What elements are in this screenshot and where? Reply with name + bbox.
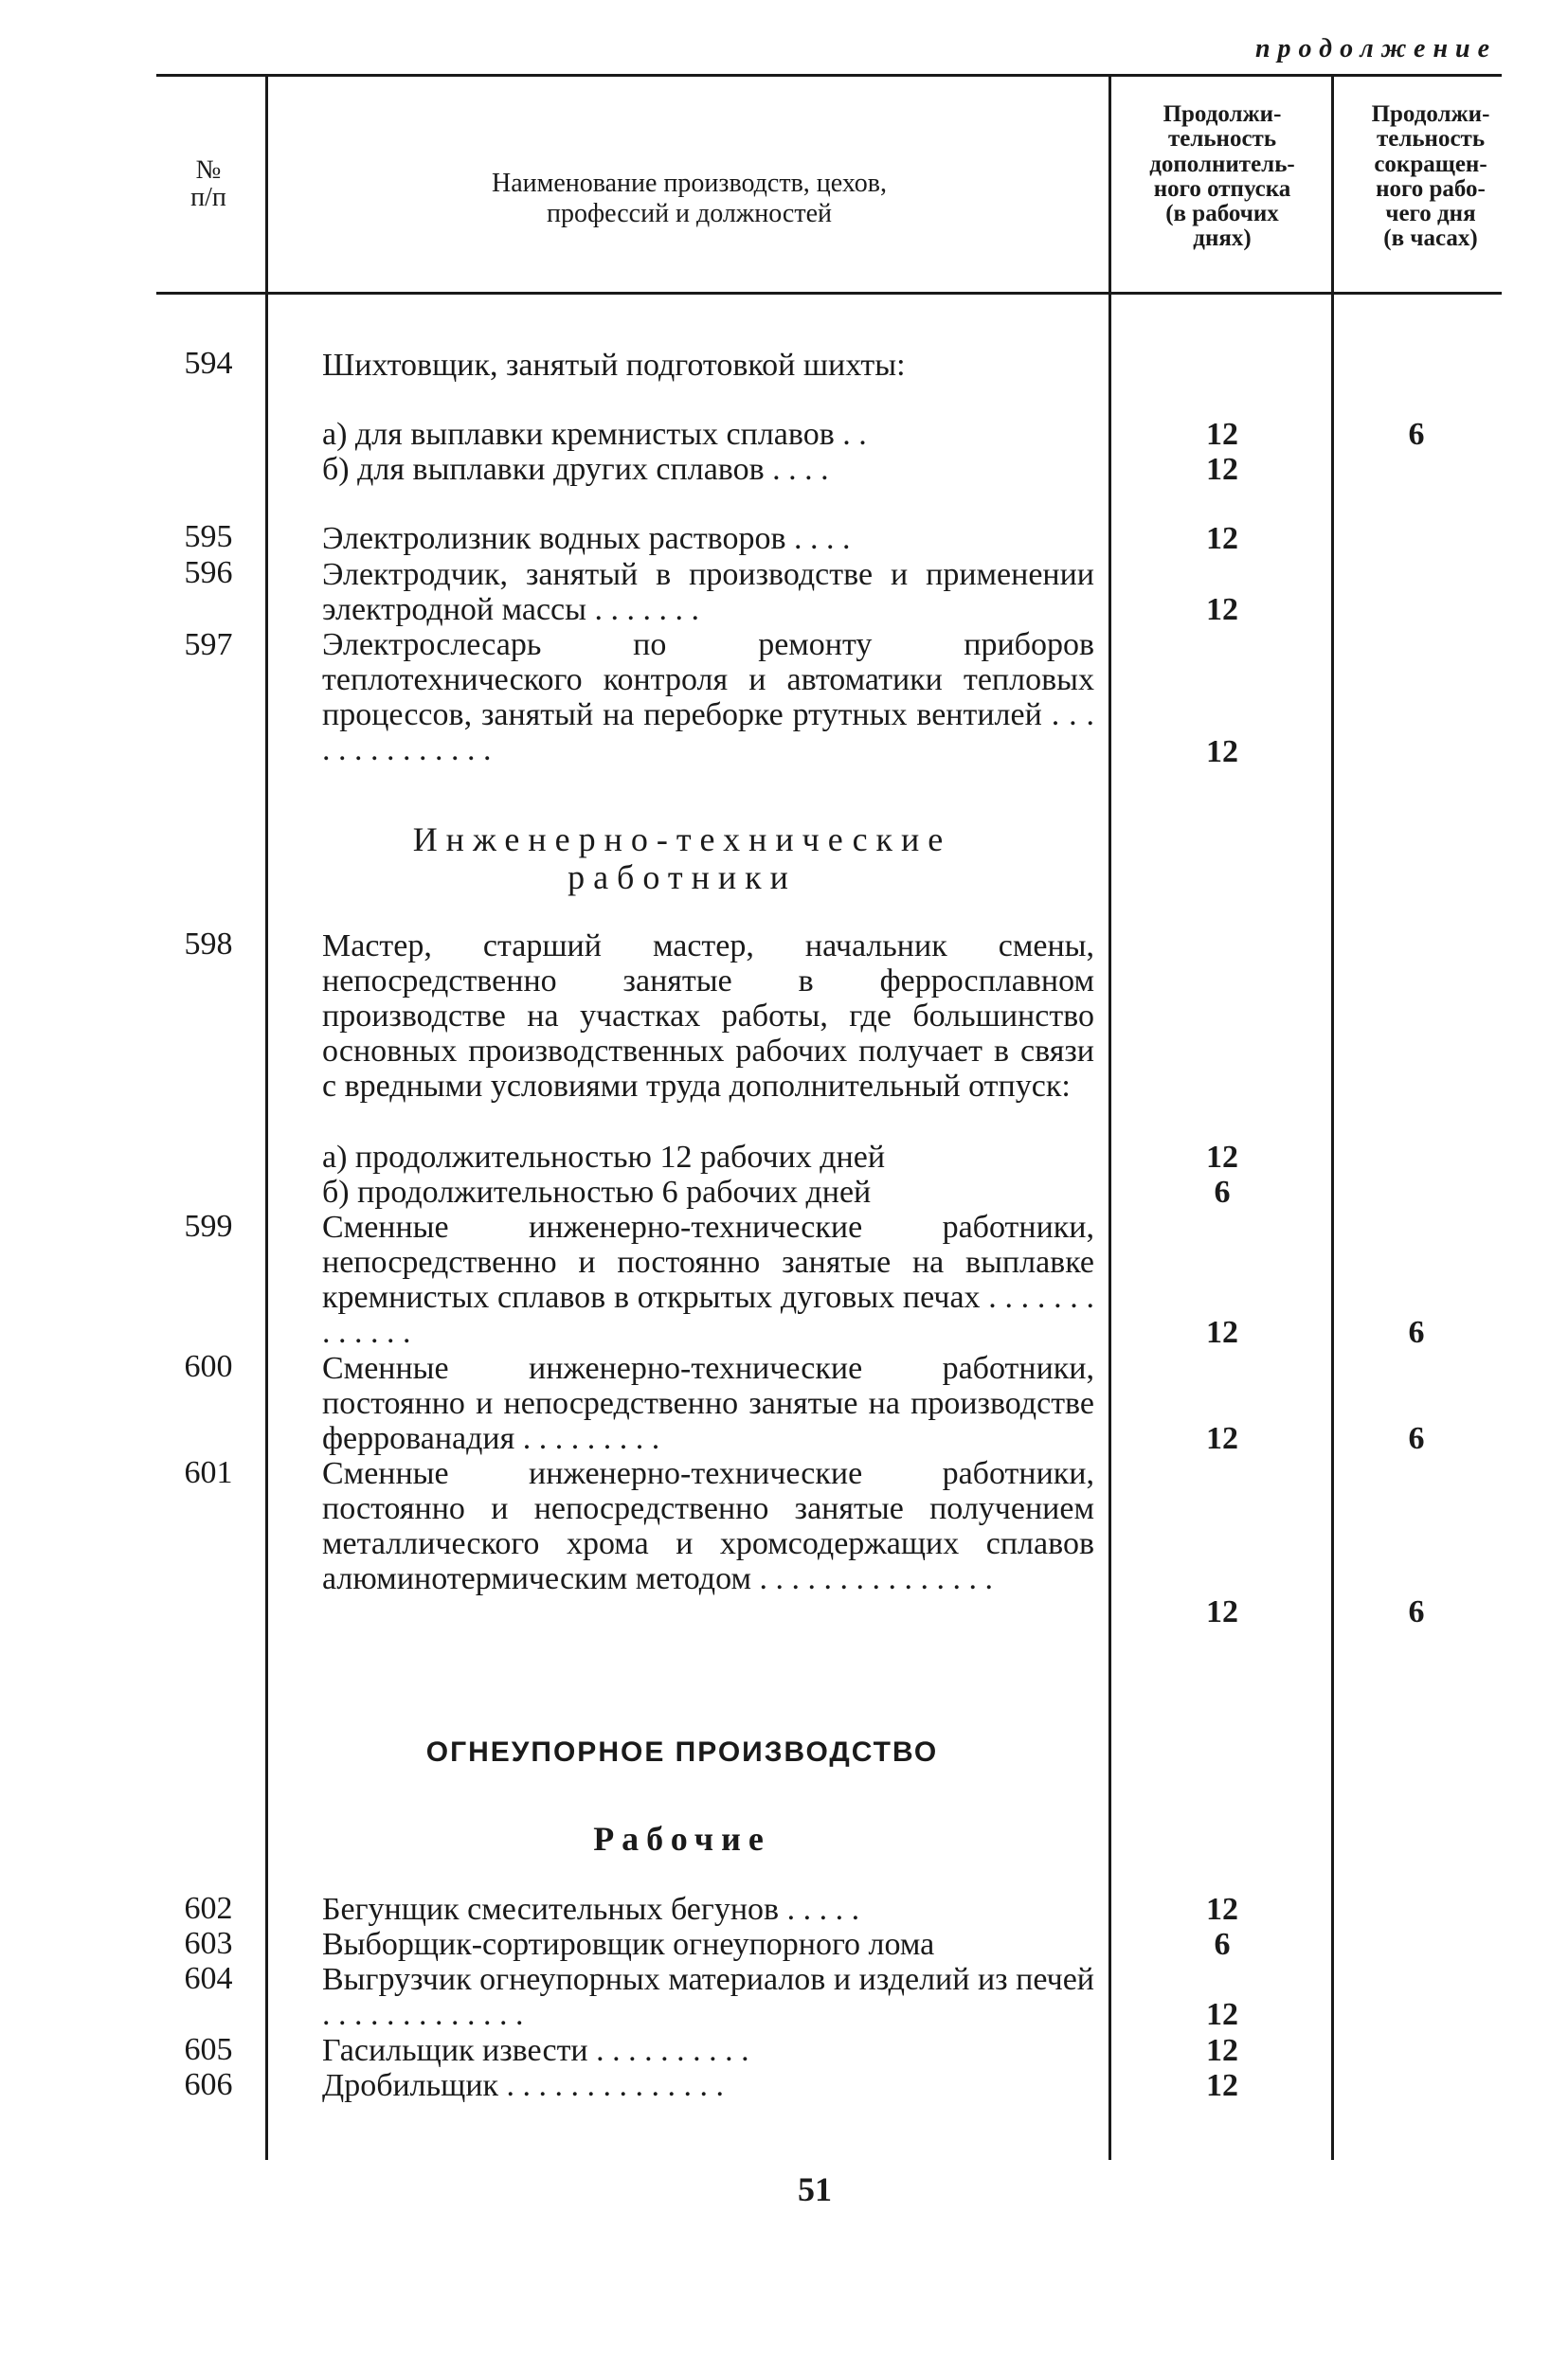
row-number: 603 <box>184 1926 233 1961</box>
row-text: Гасильщик извести . . . . . . . . . . <box>322 2033 749 2068</box>
row-days: 12 <box>1206 1892 1238 1927</box>
row-days: 12 <box>1206 1997 1238 2032</box>
header-name: Наименование производств, цехов, профессий и должностей <box>491 169 888 229</box>
section-heading-workers: Рабочие <box>593 1820 771 1858</box>
row-number: 596 <box>184 555 233 590</box>
section-heading-refractory: ОГНЕУПОРНОЕ ПРОИЗВОДСТВО <box>425 1736 939 1768</box>
column-divider-2 <box>1108 76 1111 2160</box>
row-hours: 6 <box>1408 1421 1425 1456</box>
row-days: 12 <box>1206 1594 1238 1629</box>
row-text: Выгрузчик огнеупорных материалов и изделий из печей . . . . . . . . . . . . . <box>322 1962 1094 2032</box>
row-number: 600 <box>184 1349 233 1384</box>
row-text: б) для выплавки других сплавов . . . . <box>322 452 829 487</box>
row-text: б) продолжительностью 6 рабочих дней <box>322 1175 872 1210</box>
column-divider-3 <box>1331 76 1334 2160</box>
section-heading-itr: Инженерно-технические работники <box>412 820 952 896</box>
row-number: 605 <box>184 2032 233 2067</box>
row-number: 601 <box>184 1455 233 1490</box>
row-days: 12 <box>1206 2033 1238 2068</box>
row-text: Сменные инженерно-технические работники, непосредственно и постоянно занятые на выплавке кремнистых сплавов в открытых дуговых печах . . . . . . . . . . . . . <box>322 1210 1094 1350</box>
page-number: 51 <box>798 2170 832 2208</box>
row-text: Сменные инженерно-технические работники, постоянно и непосредственно занятые получением металлического хрома и хромсодержащих сплавов алюминотермическим методом . . . . . . . . . . . . . . . <box>322 1456 1094 1596</box>
row-text: Дробильщик . . . . . . . . . . . . . . <box>322 2068 725 2103</box>
table-top-rule <box>156 74 1502 77</box>
column-divider-1 <box>265 76 268 2160</box>
continued-label: продолжение <box>1254 34 1497 63</box>
row-days: 6 <box>1214 1927 1231 1962</box>
row-hours: 6 <box>1408 1594 1425 1629</box>
row-hours: 6 <box>1408 417 1425 452</box>
row-days: 12 <box>1206 1315 1238 1350</box>
row-text: Электролизник водных растворов . . . . <box>322 521 851 556</box>
row-text: Электродчик, занятый в производстве и применении электродной массы . . . . . . . <box>322 557 1094 627</box>
row-days: 12 <box>1206 1421 1238 1456</box>
row-days: 12 <box>1206 417 1238 452</box>
row-days: 12 <box>1206 1140 1238 1175</box>
header-number: № п/п <box>190 155 226 213</box>
header-reduced-hours: Продолжи- тельность сокращен- ного рабо- чего дня (в часах) <box>1371 101 1490 252</box>
row-text: Мастер, старший мастер, начальник смены, непосредственно занятые в ферросплавном производстве на участках работы, где большинство основных производственных рабочих получает в связи с вредными условиями труда дополнительный отпуск: <box>322 928 1094 1104</box>
row-days: 12 <box>1206 734 1238 769</box>
row-text: Шихтовщик, занятый подготовкой шихты: <box>322 348 906 383</box>
row-number: 597 <box>184 627 233 662</box>
row-number: 606 <box>184 2067 233 2102</box>
row-text: а) для выплавки кремнистых сплавов . . <box>322 417 867 452</box>
row-number: 604 <box>184 1961 233 1996</box>
row-number: 599 <box>184 1209 233 1244</box>
row-number: 602 <box>184 1891 233 1926</box>
row-days: 12 <box>1206 2068 1238 2103</box>
row-days: 12 <box>1206 592 1238 627</box>
row-number: 595 <box>184 519 233 554</box>
row-days: 12 <box>1206 521 1238 556</box>
row-days: 12 <box>1206 452 1238 487</box>
header-extra-leave-days: Продолжи- тельность дополнитель- ного отпуска (в рабочих днях) <box>1149 101 1295 252</box>
row-text: Выборщик-сортировщик огнеупорного лома <box>322 1927 935 1962</box>
row-days: 6 <box>1214 1175 1231 1210</box>
row-text: а) продолжительностью 12 рабочих дней <box>322 1140 886 1175</box>
row-text: Электрослесарь по ремонту приборов теплотехнического контроля и автоматики тепловых процессов, занятый на переборке ртутных вентилей . . . . . . . . . . . . . . <box>322 627 1094 767</box>
row-text: Бегунщик смесительных бегунов . . . . . <box>322 1892 860 1927</box>
header-bottom-rule <box>156 292 1502 295</box>
row-text: Сменные инженерно-технические работники, постоянно и непосредственно занятые на производстве феррованадия . . . . . . . . . <box>322 1351 1094 1456</box>
row-number: 594 <box>184 346 233 381</box>
row-number: 598 <box>184 927 233 962</box>
row-hours: 6 <box>1408 1315 1425 1350</box>
